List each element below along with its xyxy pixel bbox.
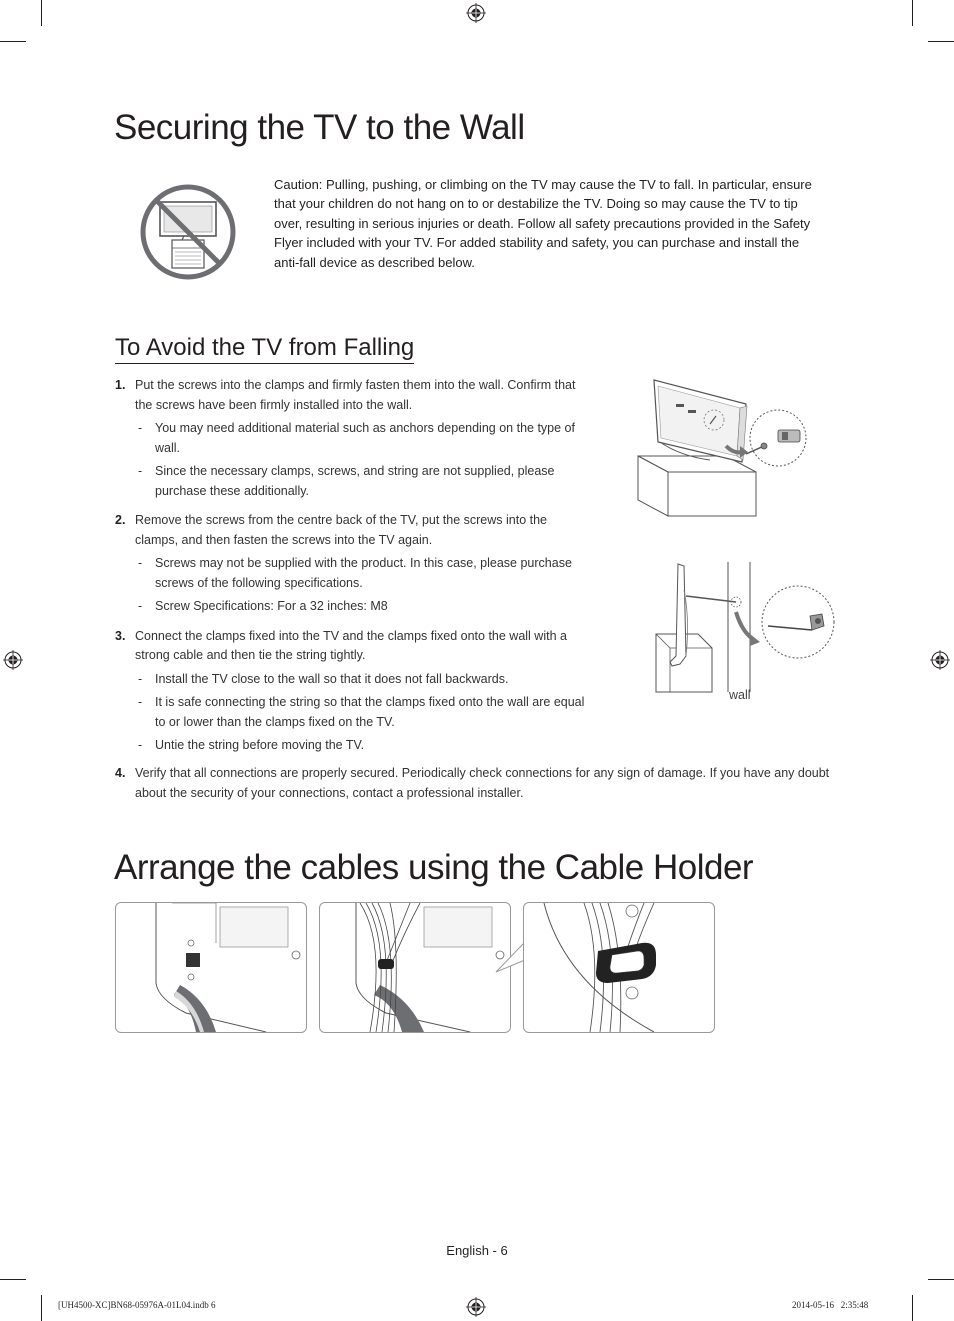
sub-text: Screws may not be supplied with the product. In this case, please purchase screws of the following specifications.	[155, 556, 572, 590]
list-item	[135, 419, 585, 458]
sub-text: You may need additional material such as anchors depending on the type of wall.	[155, 421, 575, 455]
dash: -	[138, 556, 143, 570]
dash: -	[138, 671, 143, 686]
crop-mark	[41, 0, 42, 26]
step-number: 1.	[115, 378, 126, 392]
crop-mark	[928, 41, 954, 42]
page-number: English - 6	[446, 1243, 508, 1258]
section-title-cables: Arrange the cables using the Cable Holder	[114, 848, 754, 887]
list-item	[135, 693, 585, 732]
callout-pointer	[494, 940, 526, 980]
caution-text: Caution: Pulling, pushing, or climbing on the TV may cause the TV to fall. In particular, ensure that your children do not hang on to or destabilize the TV. Doing so may cause the TV to tip over, resulting in serious injuries or death. Follow all safety precautions provided in the Safety Flyer included with your TV. For added stability and safety, you can purchase and install the anti-fall device as described below.	[274, 177, 812, 270]
registration-mark-icon	[930, 650, 950, 670]
step-text: Put the screws into the clamps and firmly fasten them into the wall. Confirm that the screws have been firmly installed into the wall.	[135, 378, 576, 412]
dash: -	[138, 695, 143, 709]
tv-stand-illustration	[630, 376, 810, 518]
cable-holder-panel-2	[319, 902, 511, 1033]
sub-text: Screw Specifications: For a 32 inches: M8	[155, 599, 388, 613]
steps-list	[115, 376, 585, 766]
registration-mark-icon	[466, 3, 486, 23]
tv-wall-illustration	[650, 560, 840, 700]
cable-holder-panel-3	[523, 902, 715, 1033]
dash: -	[138, 599, 143, 613]
wall-label: wall	[729, 688, 751, 702]
registration-mark-icon	[466, 1297, 486, 1317]
crop-mark	[41, 1295, 42, 1321]
step-text: Remove the screws from the centre back of the TV, put the screws into the clamps, and then fasten the screws into the TV again.	[135, 513, 548, 547]
cable-holder-closeup-illustration	[524, 903, 714, 1032]
crop-mark	[928, 1279, 954, 1280]
dash: -	[138, 421, 143, 435]
page-title: Securing the TV to the Wall	[114, 108, 525, 147]
no-climbing-tv-icon	[138, 182, 238, 282]
sub-text: Install the TV close to the wall so that it does not fall backwards.	[155, 671, 509, 686]
step-text: Connect the clamps fixed into the TV and the clamps fixed onto the wall with a strong cable and then tie the string tightly.	[135, 628, 567, 662]
sub-text: It is safe connecting the string so that the clamps fixed onto the wall are equal to or lower than the clamps fixed on the TV.	[155, 695, 585, 729]
cables-routed-illustration	[320, 903, 510, 1032]
list-item	[135, 597, 585, 617]
list-item	[135, 462, 585, 501]
crop-mark	[0, 1279, 26, 1280]
list-item	[115, 627, 585, 756]
tv-back-illustration	[116, 903, 306, 1032]
list-item	[135, 554, 585, 593]
crop-mark	[912, 1295, 913, 1321]
list-item	[115, 511, 585, 617]
step-text: Verify that all connections are properly secured. Periodically check connections for any sign of damage. If you have any doubt about the security of your connections, contact a professional installer.	[135, 766, 830, 800]
dash: -	[138, 464, 143, 478]
section-heading: To Avoid the TV from Falling	[115, 334, 414, 364]
registration-mark-icon	[3, 650, 23, 670]
date-slug: 2014-05-16 2:35:48	[792, 1300, 869, 1310]
list-item	[135, 736, 585, 756]
list-item	[135, 670, 585, 690]
crop-mark	[912, 0, 913, 26]
step-number: 3.	[115, 628, 126, 643]
cable-holder-panel-1	[115, 902, 307, 1033]
list-item	[115, 376, 585, 501]
crop-mark	[0, 41, 26, 42]
step-number: 4.	[115, 766, 126, 780]
step-number: 2.	[115, 513, 126, 527]
sub-text: Since the necessary clamps, screws, and string are not supplied, please purchase these additionally.	[155, 464, 555, 498]
dash: -	[138, 738, 143, 752]
list-item	[115, 764, 835, 803]
sub-text: Untie the string before moving the TV.	[155, 738, 365, 752]
file-slug: [UH4500-XC]BN68-05976A-01L04.indb 6	[58, 1300, 216, 1310]
